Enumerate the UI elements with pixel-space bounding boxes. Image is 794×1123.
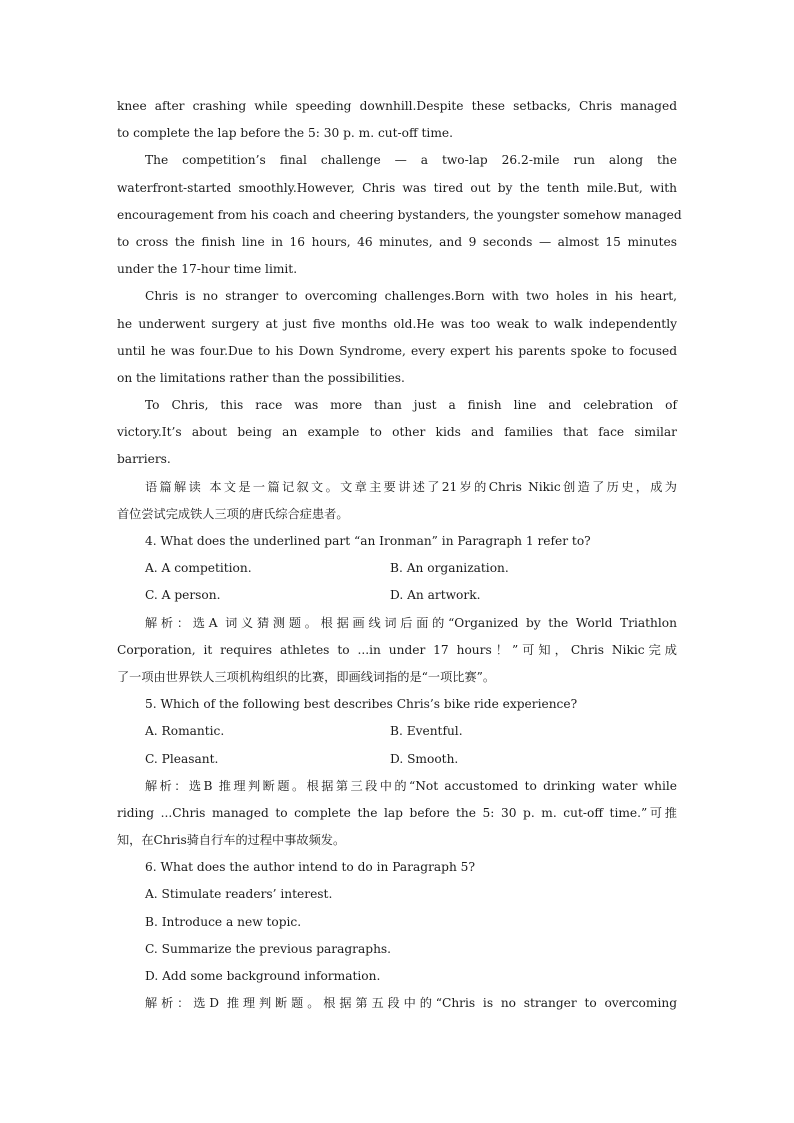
option-c: C. Summarize the previous paragraphs. [145,941,392,956]
option-a: A. Romantic. [145,724,225,739]
option-b: B. Eventful. [390,724,463,739]
passage-line: victory.It’s about being an example to other kids and families that face similar [117,425,677,440]
question-4-options-row-1 [117,555,677,582]
passage-line: encouragement from his coach and cheering bystanders, the youngster somehow managed [117,207,682,222]
question-6: 6. What does the author intend to do in Paragraph 5? [145,860,475,875]
summary-line: 语篇解读 本文是一篇记叙文。文章主要讲述了21岁的Chris Nikic创造了历史，成为 [145,479,677,494]
passage-line: on the limitations rather than the possibilities. [117,370,405,385]
passage-line: waterfront-started smoothly.However, Chris was tired out by the tenth mile.But, with [117,180,677,195]
summary-line: 首位尝试完成铁人三项的唐氏综合症患者。 [117,506,349,521]
question-5: 5. Which of the following best describes Chris’s bike ride experience? [145,697,578,712]
passage-line: barriers. [117,452,171,467]
passage-line: Chris is no stranger to overcoming challenges.Born with two holes in his heart, [145,289,677,304]
answer-5-line: 解析：选B 推理判断题。根据第三段中的“Not accustomed to drinking water while [145,778,677,793]
answer-5-line: 知，在Chris骑自行车的过程中事故频发。 [117,833,346,848]
question-5-options-row-1 [117,718,677,745]
document-body [117,93,682,1017]
option-d: D. Smooth. [390,751,459,766]
passage-line: knee after crashing while speeding downhill.Despite these setbacks, Chris managed [117,99,677,113]
option-c: C. A person. [145,588,221,603]
passage-line: to complete the lap before the 5: 30 p. m. cut-off time. [117,126,453,141]
option-a: A. A competition. [145,561,252,576]
question-4: 4. What does the underlined part “an Ironman” in Paragraph 1 refer to? [145,534,591,548]
question-5-options-row-2 [117,746,677,773]
passage-line: to cross the finish line in 16 hours, 46 minutes, and 9 seconds — almost 15 minutes [117,234,677,249]
passage-line: he underwent surgery at just five months old.He was too weak to walk independently [117,316,677,331]
passage-line: under the 17-hour time limit. [117,262,298,277]
answer-5-line: riding ...Chris managed to complete the lap before the 5: 30 p. m. cut-off time.”可推 [117,805,677,820]
answer-4-line: 解析：选A 词义猜测题。根据画线词后面的“Organized by the World Triathlon [145,615,677,630]
passage-line: until he was four.Due to his Down Syndrome, every expert his parents spoke to focused [117,343,677,358]
question-4-options-row-2 [117,582,677,609]
option-b: B. An organization. [390,561,509,576]
option-d: D. Add some background information. [145,969,381,983]
passage-line: The competition’s final challenge — a two-lap 26.2-mile run along the [145,153,677,168]
passage-line: To Chris, this race was more than just a finish line and celebration of [145,398,677,413]
answer-4-line: 了一项由世界铁人三项机构组织的比赛，即画线词指的是“一项比赛”。 [117,669,496,684]
answer-6-line: 解析：选D 推理判断题。根据第五段中的“Chris is no stranger to overcoming [145,996,677,1011]
option-b: B. Introduce a new topic. [145,914,302,929]
option-c: C. Pleasant. [145,751,219,766]
answer-4-line: Corporation, it requires athletes to ...in under 17 hours！”可知，Chris Nikic完成 [117,642,677,657]
option-a: A. Stimulate readers’ interest. [145,887,333,902]
option-d: D. An artwork. [390,588,481,603]
